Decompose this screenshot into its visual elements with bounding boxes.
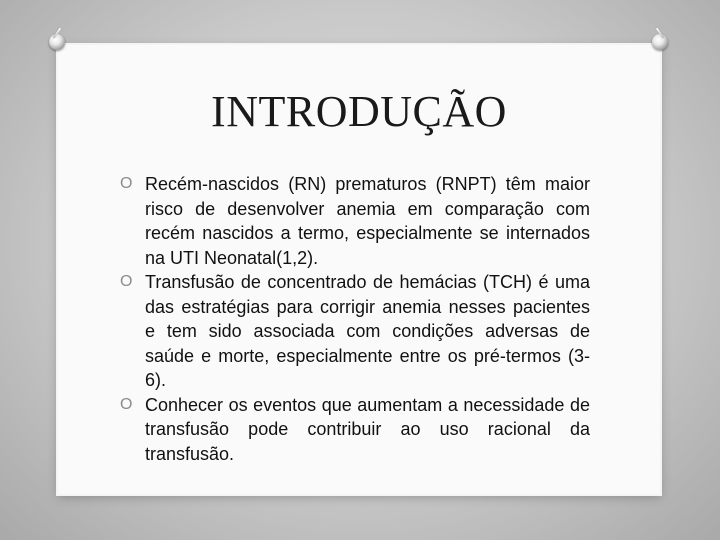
bullet-marker-icon: O	[120, 175, 133, 192]
bullet-marker-icon: O	[120, 273, 133, 290]
bullet-text: Recém-nascidos (RN) prematuros (RNPT) têm maior risco de desenvolver anemia em comparação com recém nascidos a termo, especialmente se internados na UTI Neonatal(1,2).	[145, 174, 590, 268]
bullet-marker-icon: O	[120, 395, 133, 413]
bullet-item	[120, 393, 590, 467]
pushpin-icon	[652, 34, 668, 50]
bullet-text: Conhecer os eventos que aumentam a necessidade de transfusão pode contribuir ao uso racional da transfusão.	[145, 394, 590, 464]
bullet-item	[120, 270, 590, 393]
slide-title: INTRODUÇÃO	[211, 87, 507, 136]
pushpin-icon	[49, 34, 65, 50]
bullet-item	[120, 172, 590, 270]
bullet-text: Transfusão de concentrado de hemácias (TCH) é uma das estratégias para corrigir anemia nesses pacientes e tem sido associada com condições adversas de saúde e morte, especialmente entre os pré-termos (3-6).	[145, 272, 590, 390]
bullet-list	[120, 172, 590, 466]
